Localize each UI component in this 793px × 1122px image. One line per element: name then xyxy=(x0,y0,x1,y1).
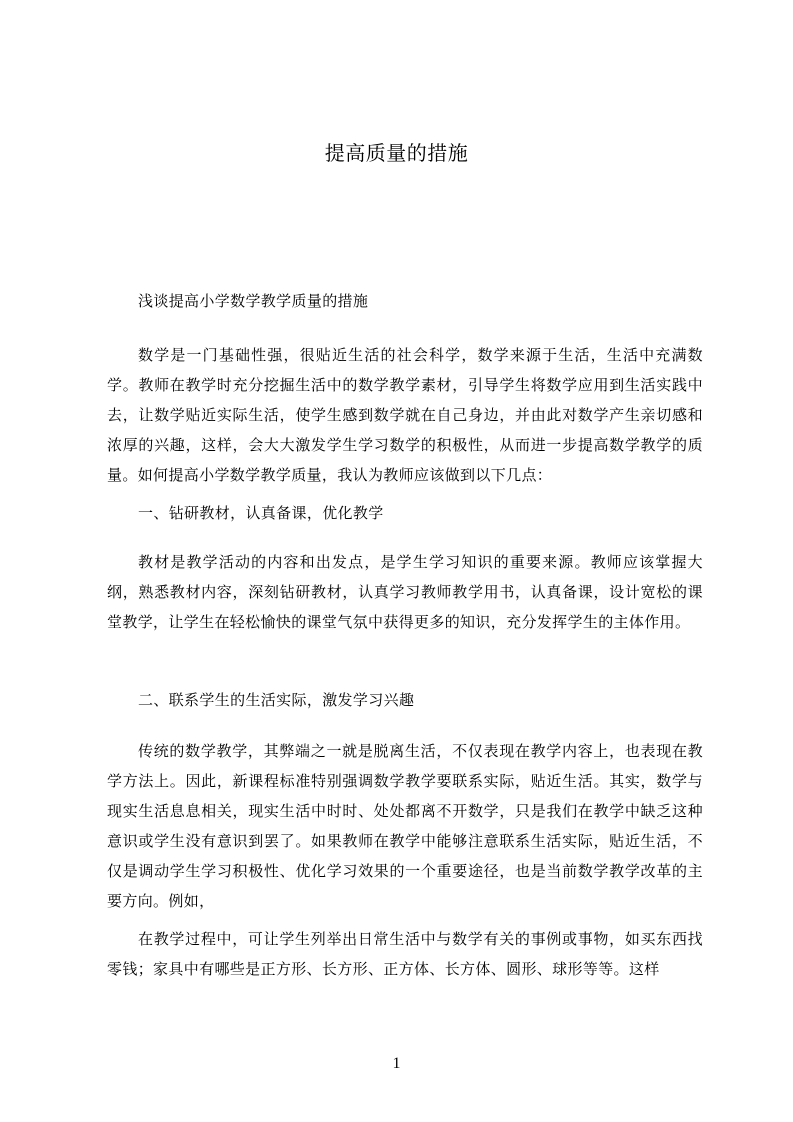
section-1-paragraph: 教材是教学活动的内容和出发点，是学生学习知识的重要来源。教师应该掌握大纲，熟悉教材内容，深刻钻研教材，认真学习教师教学用书，认真备课，设计宽松的课堂教学，让学生在轻松愉快的课堂气氛中获得更多的知识，充分发挥学生的主体作用。 xyxy=(107,553,703,631)
page-number: 1 xyxy=(392,1055,401,1072)
intro-paragraph: 数学是一门基础性强，很贴近生活的社会科学，数学来源于生活，生活中充满数学。教师在教学时充分挖掘生活中的数学教学素材，引导学生将数学应用到生活实践中去，让数学贴近实际生活，使学生感到数学就在自己身边，并由此对数学产生亲切感和浓厚的兴趣，这样，会大大激发学生学习数学的积极性，从而进一步提高数学教学的质量。如何提高小学数学教学质量，我认为教师应该做到以下几点： xyxy=(107,346,703,484)
section-heading-1: 一、钻研教材，认真备课，优化教学 xyxy=(138,504,384,522)
section-2-continuation-paragraph: 在教学过程中，可让学生列举出日常生活中与数学有关的事例或事物，如买东西找零钱；家具中有哪些是正方形、长方形、正方体、长方体、圆形、球形等等。这样 xyxy=(107,930,703,978)
section-2-paragraph: 传统的数学教学，其弊端之一就是脱离生活，不仅表现在教学内容上，也表现在教学方法上。因此，新课程标准特别强调数学教学要联系实际，贴近生活。其实，数学与现实生活息息相关，现实生活中时时、处处都离不开数学，只是我们在教学中缺乏这种意识或学生没有意识到罢了。如果教师在教学中能够注意联系生活实际，贴近生活，不仅是调动学生学习积极性、优化学习效果的一个重要途径，也是当前数学教学改革的主要方向。例如， xyxy=(107,742,703,910)
document-subtitle: 浅谈提高小学数学教学质量的措施 xyxy=(138,292,369,310)
section-heading-2: 二、联系学生的生活实际，激发学习兴趣 xyxy=(138,691,415,709)
document-title: 提高质量的措施 xyxy=(324,141,469,165)
